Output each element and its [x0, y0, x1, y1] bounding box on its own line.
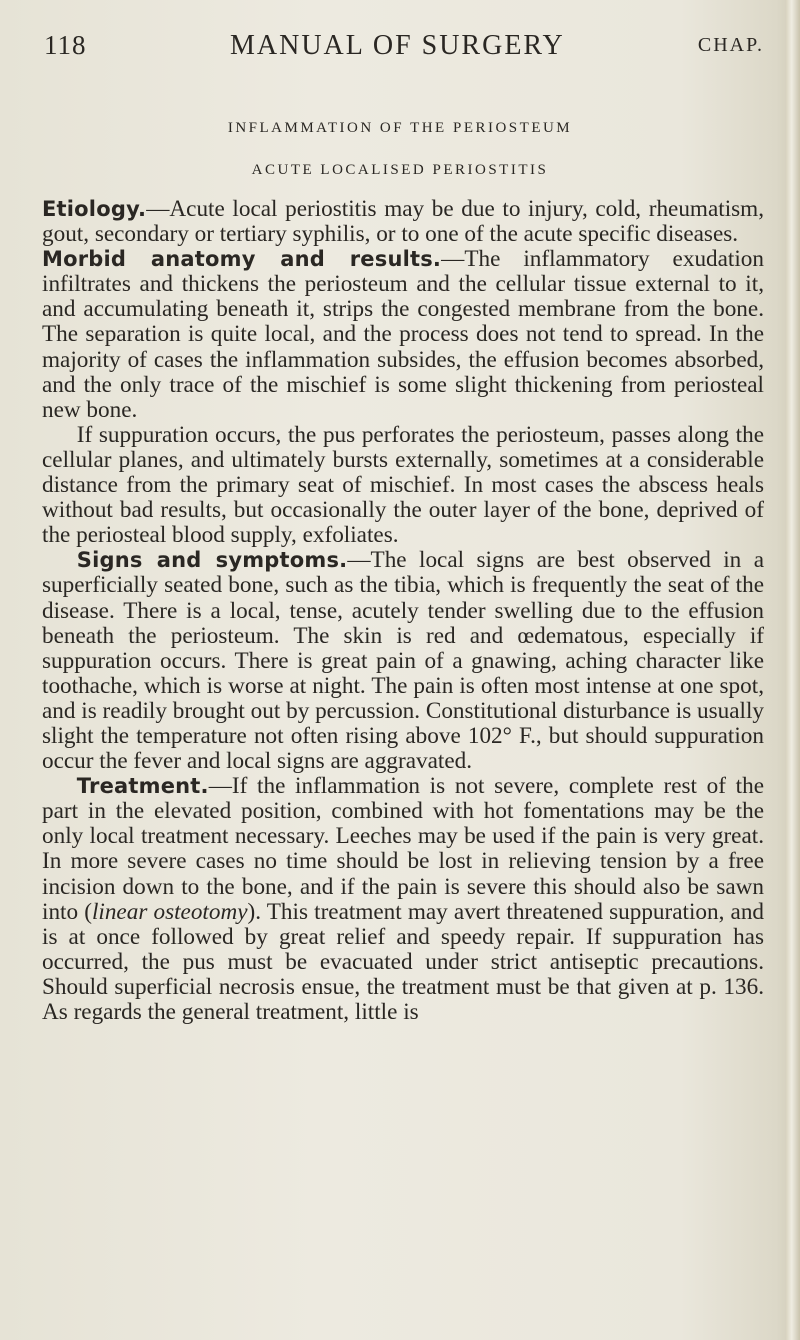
etiology-text: —Acute local periostitis may be due to injury, cold, rheumatism, gout, secondary or tertiary syphilis, or to one of the acute specific diseases.	[42, 196, 764, 248]
section-heading: INFLAMMATION OF THE PERIOSTEUM	[227, 120, 573, 136]
paragraph-treatment	[42, 774, 764, 1025]
treatment-text-before: —If the inflammation is not severe, complete rest of the part in the elevated position, combined with hot fomentations may be the only local treatment necessary. Leeches may be used if the pain is very great. In more severe cases no time should be lost in relieving tension by a free incision down to the bone, and if the pain is severe this should also be sawn into (	[42, 773, 764, 925]
chapter-label: CHAP.	[697, 34, 764, 56]
paragraph-etiology	[42, 197, 764, 247]
side-heading-signs: Signs and symptoms.	[76, 548, 348, 573]
page-number: 118	[44, 30, 87, 60]
running-title: MANUAL OF SURGERY	[230, 30, 565, 61]
paragraph-morbid-anatomy	[42, 247, 764, 423]
subsection-heading: ACUTE LOCALISED PERIOSTITIS	[251, 162, 549, 178]
side-heading-etiology: Etiology.	[42, 197, 147, 221]
body-text	[42, 197, 764, 1025]
morbid-anatomy-text: —The inflammatory exudation infiltrates and thickens the periosteum and the cellular tissue external to it, and accumulating beneath it, strips the congested membrane from the bone. The separation is quite local, and the process does not tend to spread. In the majority of cases the inflammation subsides, the effusion becomes absorbed, and the only trace of the mischief is some slight thickening from periosteal new bone.	[42, 246, 764, 423]
suppuration-text: If suppuration occurs, the pus perforates the periosteum, passes along the cellular planes, and ultimately bursts externally, sometimes at a considerable distance from the primary seat of mischief. In most cases the abscess heals without bad results, but occasionally the outer layer of the bone, deprived of the periosteal blood supply, exfoliates.	[42, 421, 764, 549]
page-header	[44, 30, 764, 70]
side-heading-treatment: Treatment.	[76, 774, 209, 799]
signs-text: —The local signs are best observed in a superficially seated bone, such as the tibia, which is frequently the seat of the disease. There is a local, tense, acutely tender swelling due to the effusion beneath the periosteum. The skin is red and œdematous, especially if suppuration occurs. There is great pain of a gnawing, aching character like toothache, which is worse at night. The pain is often most intense at one spot, and is readily brought out by percussion. Constitutional disturbance is usually slight the temperature not often rising above 102° F., but should suppuration occur the fever and local signs are aggravated.	[42, 547, 764, 775]
treatment-italic-term: linear osteotomy	[91, 898, 248, 925]
side-heading-morbid-anatomy: Morbid anatomy and results.	[42, 247, 442, 272]
page-edge	[786, 0, 800, 1340]
paragraph-signs	[42, 548, 764, 774]
treatment-text-after: ). This treatment may avert threatened suppuration, and is at once followed by great relief and speedy repair. If suppuration has occurred, the pus must be evacuated under strict antiseptic precautions. Should superficial necrosis ensue, the treatment must be that given at p. 136. As regards the general treatment, little is	[42, 898, 765, 1025]
paragraph-suppuration	[42, 423, 764, 548]
